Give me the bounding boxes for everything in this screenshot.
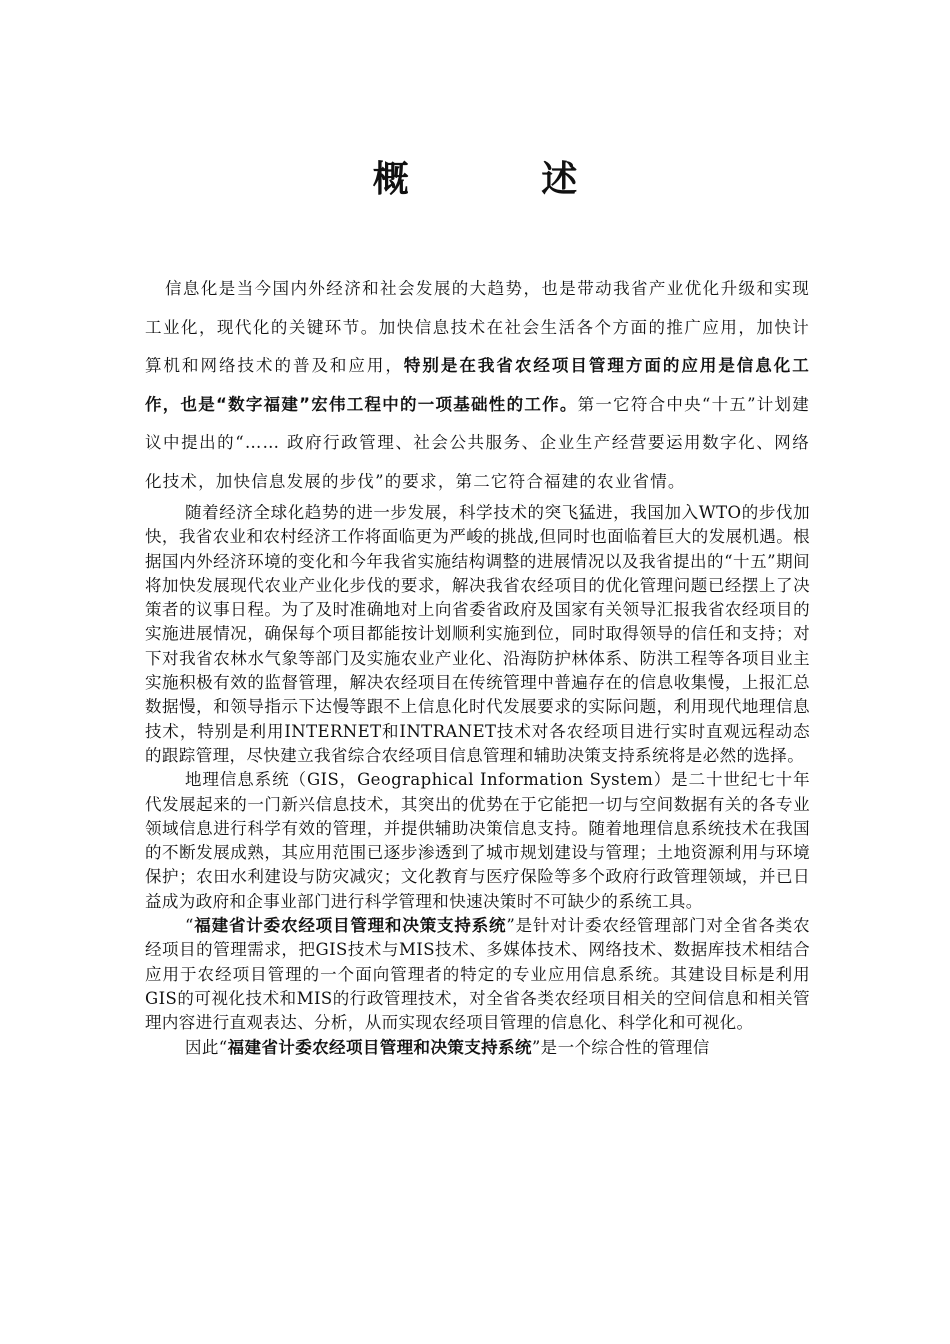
paragraph-informatization [145,270,810,501]
paragraph-text: ”是一个综合性的管理信 [531,1037,710,1057]
page-title: 概 述 [372,159,638,200]
quote-mark: “ [185,916,194,936]
system-name: 福建省计委农经项目管理和决策支持系统 [193,916,507,936]
paragraph-globalization: 随着经济全球化趋势的进一步发展，科学技术的突飞猛进，我国加入WTO的步伐加快，我省农业和农村经济工作将面临更为严峻的挑战,但同时也面临着巨大的发展机遇。根据国内外经济环境的变化和今年我省实施结构调整的进展情况以及我省提出的“十五”期间将加快发展现代农业产业化步伐的要求，解决我省农经项目的优化管理问题已经摆上了决策者的议事日程。为了及时准确地对上向省委省政府及国家有关领导汇报我省农经项目的实施进展情况，确保每个项目都能按计划顺利实施到位，同时取得领导的信任和支持；对下对我省农林水气象等部门及实施农业产业化、沿海防护林体系、防洪工程等各项目业主实施积极有效的监督管理，解决农经项目在传统管理中普遍存在的信息收集慢，上报汇总数据慢，和领导指示下达慢等跟不上信息化时代发展要求的实际问题，利用现代地理信息技术，特别是利用INTERNET和INTRANET技术对各农经项目进行实时直观远程动态的跟踪管理，尽快建立我省综合农经项目信息管理和辅助决策支持系统将是必然的选择。 [145,503,810,765]
emphasis-text: 特别是在我省农经项目管理方面的应用是信息化工作，也是“数字福建”宏伟工程中的一项基础性的工作。 [145,356,810,414]
paragraph-gis: 地理信息系统（GIS，Geographical Information System）是二十世纪七十年代发展起来的一门新兴信息技术，其突出的优势在于它能把一切与空间数据有关的各专业领域信息进行科学有效的管理，并提供辅助决策信息支持。随着地理信息系统技术在我国的不断发展成熟，其应用范围已逐步渗透到了城市规划建设与管理；土地资源利用与环境保护；农田水利建设与防灾减灾；文化教育与医疗保险等多个政府行政管理领域，并已日益成为政府和企事业部门进行科学管理和快速决策时不可缺少的系统工具。 [145,770,810,911]
paragraph-text: 信息化是当今国内外经济和社会发展的大趋势，也是带动我省产业优化升级和实现工业化，现代化的关键环节。加快信息技术在社会生活各个方面的推广应用，加快计算机和网络技术的普及和应用， [145,279,810,375]
paragraph-system-intro [145,914,810,1035]
paragraph-conclusion [145,1036,810,1060]
paragraph-text: 因此“ [185,1037,228,1057]
paragraph-text: 第一它符合中央“十五”计划建议中提出的“…… 政府行政管理、社会公共服务、企业生产经营要运用数字化、网络化技术，加快信息发展的步伐”的要求，第二它符合福建的农业省情。 [145,394,810,491]
document-body [145,270,810,1060]
system-name: 福建省计委农经项目管理和决策支持系统 [227,1037,532,1057]
paragraph-text: ”是针对计委农经管理部门对全省各类农经项目的管理需求，把GIS技术与MIS技术、多媒体技术、网络技术、数据库技术相结合应用于农经项目管理的一个面向管理者的特定的专业应用信息系统。其建设目标是利用GIS的可视化技术和MIS的行政管理技术，对全省各类农经项目相关的空间信息和相关管理内容进行直观表达、分析，从而实现农经项目管理的信息化、科学化和可视化。 [145,916,810,1033]
